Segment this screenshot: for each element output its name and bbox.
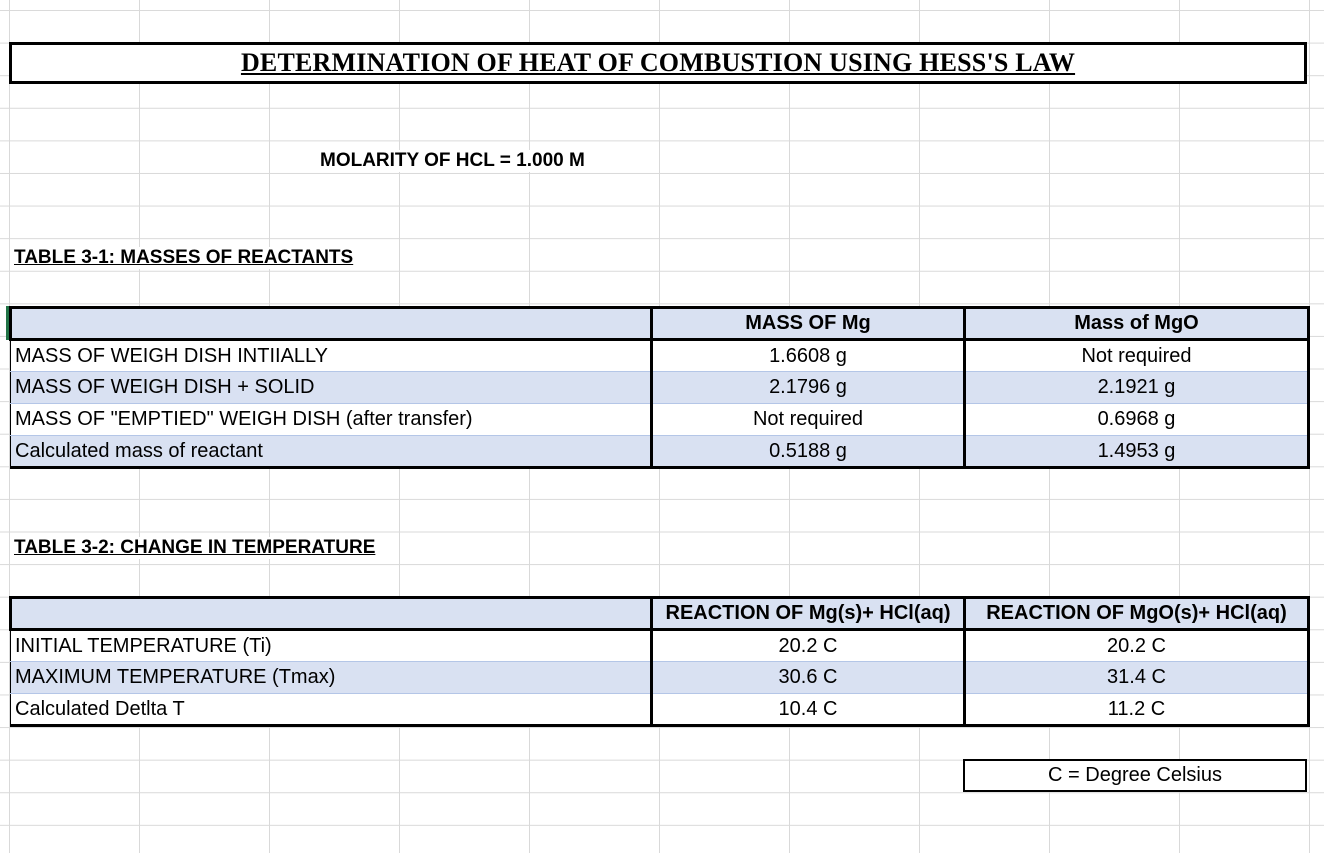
page-title: DETERMINATION OF HEAT OF COMBUSTION USING HESS'S LAW [240, 48, 1076, 77]
row-label[interactable]: Calculated Detlta T [11, 694, 652, 726]
row-label[interactable]: Calculated mass of reactant [11, 436, 652, 468]
table-row [11, 436, 1309, 468]
masses-table [9, 306, 1310, 469]
cell-mg[interactable]: 30.6 C [652, 662, 965, 694]
cell-mgo[interactable]: 31.4 C [965, 662, 1309, 694]
table2-heading[interactable]: TABLE 3-2: CHANGE IN TEMPERATURE [14, 537, 376, 558]
cell-mgo[interactable]: 1.4953 g [965, 436, 1309, 468]
table-header-row [11, 598, 1309, 630]
table-row [11, 630, 1309, 662]
table-row [11, 372, 1309, 404]
row-label[interactable]: MAXIMUM TEMPERATURE (Tmax) [11, 662, 652, 694]
cell-mgo[interactable]: Not required [965, 340, 1309, 372]
header-mass-mgo[interactable]: Mass of MgO [965, 308, 1309, 340]
table-row [11, 404, 1309, 436]
header-mass-mg[interactable]: MASS OF Mg [652, 308, 965, 340]
title-cell[interactable] [9, 42, 1307, 84]
row-label[interactable]: MASS OF "EMPTIED" WEIGH DISH (after transfer) [11, 404, 652, 436]
table-row [11, 340, 1309, 372]
cell-mgo[interactable]: 20.2 C [965, 630, 1309, 662]
molarity-cell[interactable]: MOLARITY OF HCL = 1.000 M [320, 150, 585, 171]
header-cell-empty[interactable] [11, 308, 652, 340]
table-row [11, 662, 1309, 694]
cell-mg[interactable]: Not required [652, 404, 965, 436]
table-header-row [11, 308, 1309, 340]
celsius-note[interactable]: C = Degree Celsius [963, 759, 1307, 792]
row-label[interactable]: MASS OF WEIGH DISH + SOLID [11, 372, 652, 404]
cell-mg[interactable]: 0.5188 g [652, 436, 965, 468]
cell-mg[interactable]: 2.1796 g [652, 372, 965, 404]
cell-mgo[interactable]: 2.1921 g [965, 372, 1309, 404]
cell-mg[interactable]: 10.4 C [652, 694, 965, 726]
table1-heading[interactable]: TABLE 3-1: MASSES OF REACTANTS [14, 247, 354, 268]
header-reaction-mgo[interactable]: REACTION OF MgO(s)+ HCl(aq) [965, 598, 1309, 630]
header-reaction-mg[interactable]: REACTION OF Mg(s)+ HCl(aq) [652, 598, 965, 630]
cell-mgo[interactable]: 11.2 C [965, 694, 1309, 726]
table-row [11, 694, 1309, 726]
header-cell-empty[interactable] [11, 598, 652, 630]
cell-mg[interactable]: 1.6608 g [652, 340, 965, 372]
cell-mg[interactable]: 20.2 C [652, 630, 965, 662]
temperature-table [9, 596, 1310, 727]
cell-mgo[interactable]: 0.6968 g [965, 404, 1309, 436]
row-label[interactable]: INITIAL TEMPERATURE (Ti) [11, 630, 652, 662]
row-label[interactable]: MASS OF WEIGH DISH INTIIALLY [11, 340, 652, 372]
